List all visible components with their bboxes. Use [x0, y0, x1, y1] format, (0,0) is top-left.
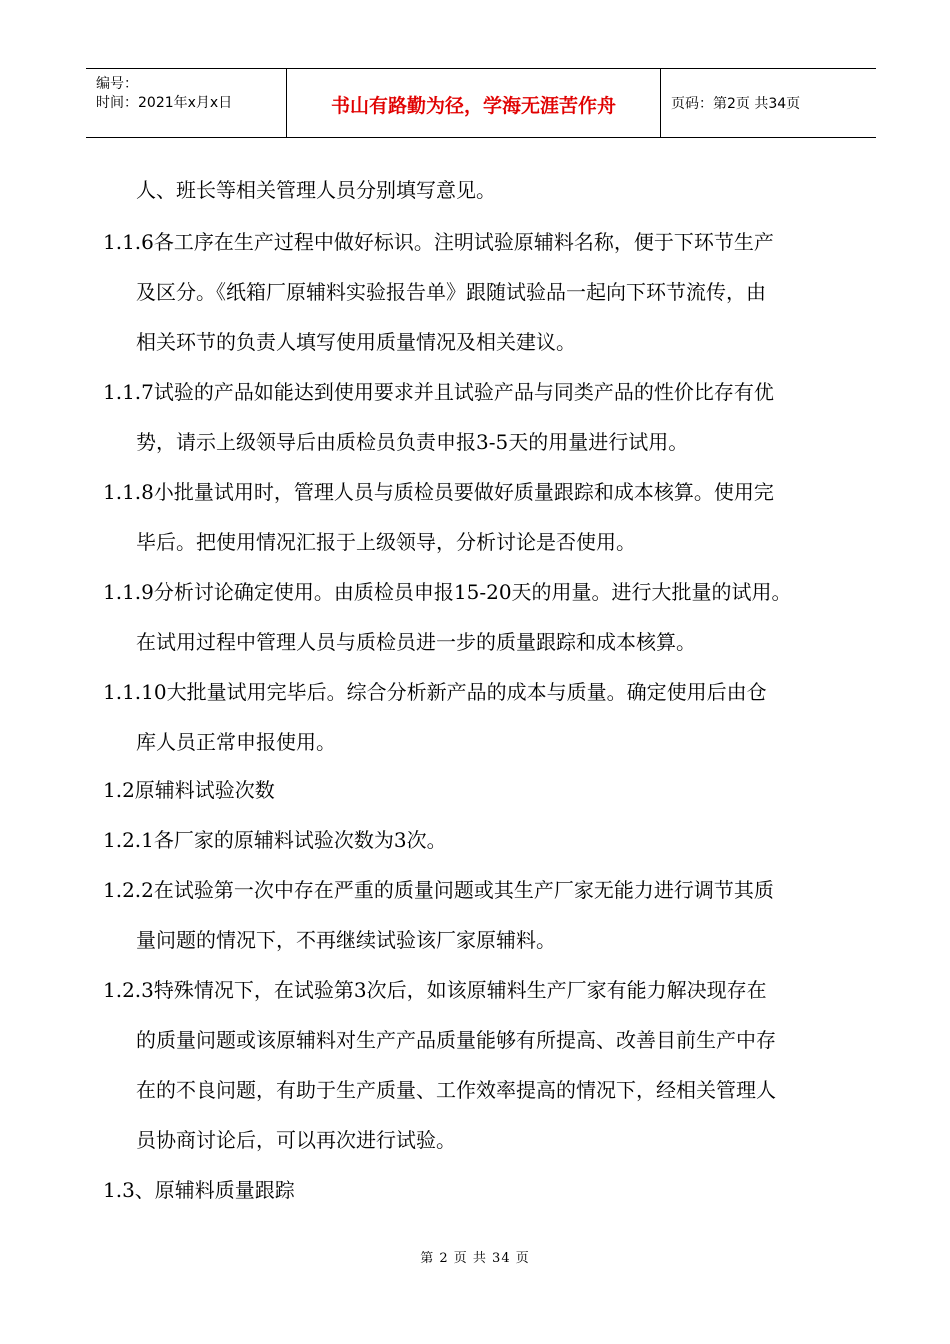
body-line: 人、班长等相关管理人员分别填写意见。 — [136, 178, 496, 202]
body-line: 量问题的情况下，不再继续试验该厂家原辅料。 — [136, 928, 556, 952]
page-info: 页码：第2页 共34页 — [671, 96, 801, 112]
body-line: 1.1.7试验的产品如能达到使用要求并且试验产品与同类产品的性价比存有优 — [103, 380, 774, 404]
body-line: 1.1.6各工序在生产过程中做好标识。注明试验原辅料名称，便于下环节生产 — [103, 230, 774, 254]
time-label: 时间：2021年x月x日 — [96, 95, 233, 111]
header-meta-cell — [86, 69, 287, 137]
body-line: 1.2.3特殊情况下，在试验第3次后，如该原辅料生产厂家有能力解决现存在 — [103, 978, 767, 1002]
body-line: 库人员正常申报使用。 — [136, 730, 336, 754]
body-line: 的质量问题或该原辅料对生产产品质量能够有所提高、改善目前生产中存 — [136, 1028, 776, 1052]
document-header — [86, 68, 876, 138]
body-line: 1.2.1各厂家的原辅料试验次数为3次。 — [103, 828, 447, 852]
body-line: 1.1.10大批量试用完毕后。综合分析新产品的成本与质量。确定使用后由仓 — [103, 680, 767, 704]
body-line: 势，请示上级领导后由质检员负责申报3-5天的用量进行试用。 — [136, 430, 689, 454]
body-line: 在试用过程中管理人员与质检员进一步的质量跟踪和成本核算。 — [136, 630, 696, 654]
number-label: 编号： — [96, 76, 138, 92]
header-motto-cell — [287, 69, 661, 137]
section-heading: 1.3、原辅料质量跟踪 — [103, 1178, 295, 1202]
body-line: 1.1.8小批量试用时，管理人员与质检员要做好质量跟踪和成本核算。使用完 — [103, 480, 774, 504]
body-line: 毕后。把使用情况汇报于上级领导，分析讨论是否使用。 — [136, 530, 636, 554]
body-line: 员协商讨论后，可以再次进行试验。 — [136, 1128, 456, 1152]
page-footer: 第 2 页 共 34 页 — [420, 1251, 530, 1266]
motto: 书山有路勤为径，学海无涯苦作舟 — [330, 95, 616, 117]
header-page-cell — [661, 69, 876, 137]
body-line: 相关环节的负责人填写使用质量情况及相关建议。 — [136, 330, 576, 354]
section-heading: 1.2原辅料试验次数 — [103, 778, 275, 802]
body-line: 1.1.9分析讨论确定使用。由质检员申报15-20天的用量。进行大批量的试用。 — [103, 580, 792, 604]
body-line: 在的不良问题，有助于生产质量、工作效率提高的情况下，经相关管理人 — [136, 1078, 776, 1102]
body-line: 及区分。《纸箱厂原辅料实验报告单》跟随试验品一起向下环节流传，由 — [136, 280, 766, 304]
body-line: 1.2.2在试验第一次中存在严重的质量问题或其生产厂家无能力进行调节其质 — [103, 878, 774, 902]
